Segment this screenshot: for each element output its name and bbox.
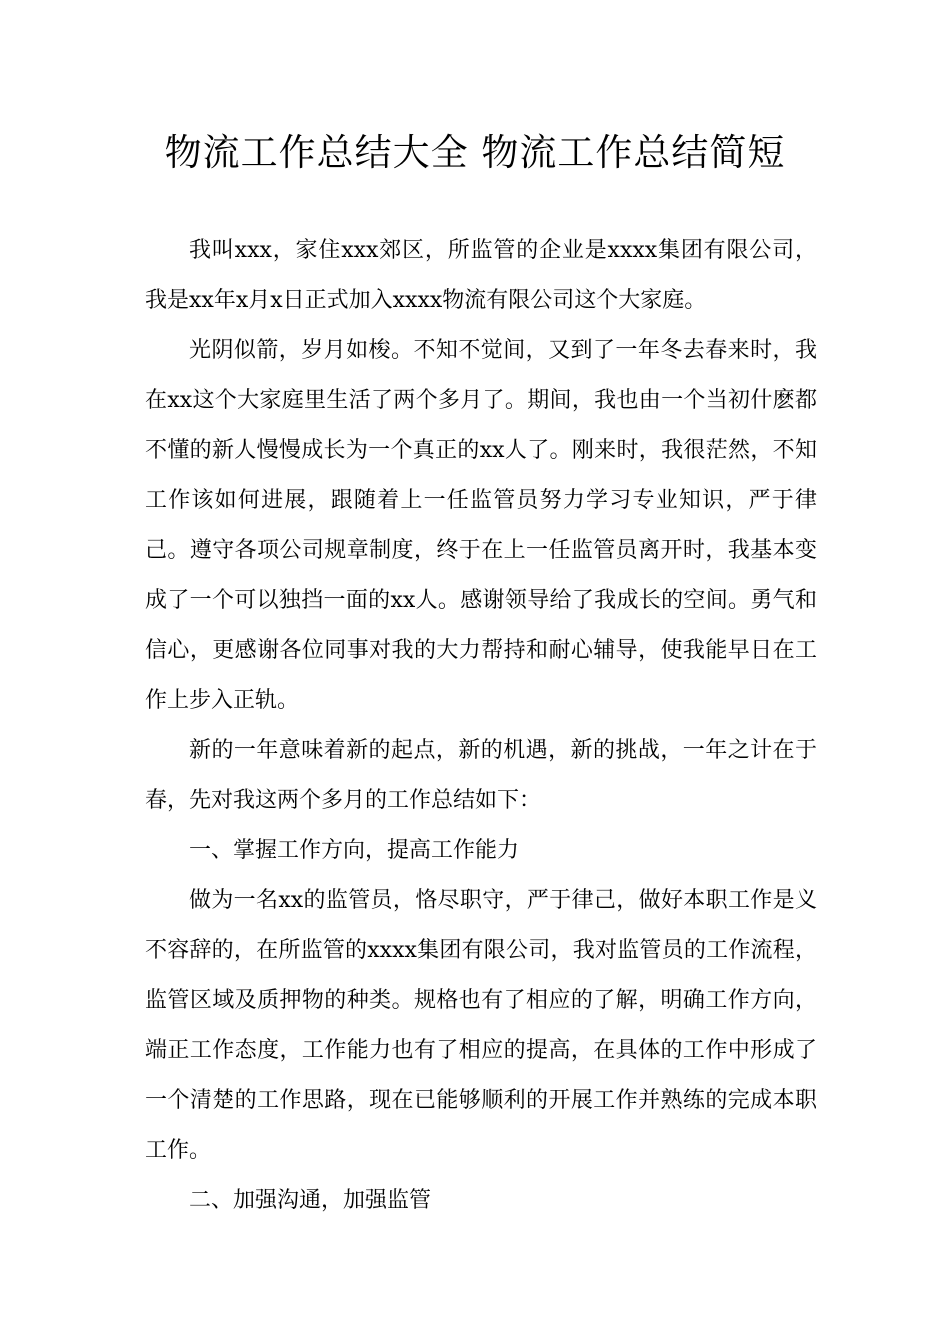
- paragraph-intro: 我叫xxx，家住xxx郊区，所监管的企业是xxxx集团有限公司，我是xx年x月x日正式加入xxxx物流有限公司这个大家庭。: [145, 238, 817, 313]
- document-body: [145, 226, 817, 1226]
- paragraph-section-1: 做为一名xx的监管员，恪尽职守，严于律己，做好本职工作是义不容辞的，在所监管的xxxx集团有限公司，我对监管员的工作流程，监管区域及质押物的种类。规格也有了相应的了解，明确工作方向，端正工作态度，工作能力也有了相应的提高，在具体的工作中形成了一个清楚的工作思路，现在已能够顺利的开展工作并熟练的完成本职工作。: [145, 888, 817, 1163]
- paragraph-experience: 光阴似箭，岁月如梭。不知不觉间，又到了一年冬去春来时，我在xx这个大家庭里生活了两个多月了。期间，我也由一个当初什麽都不懂的新人慢慢成长为一个真正的xx人了。刚来时，我很茫然，不知工作该如何进展，跟随着上一任监管员努力学习专业知识，严于律己。遵守各项公司规章制度，终于在上一任监管员离开时，我基本变成了一个可以独挡一面的xx人。感谢领导给了我成长的空间。勇气和信心，更感谢各位同事对我的大力帮持和耐心辅导，使我能早日在工作上步入正轨。: [145, 338, 817, 713]
- section-heading-2: 二、加强沟通，加强监管: [189, 1188, 432, 1213]
- document-title: 物流工作总结大全 物流工作总结简短: [164, 131, 786, 174]
- paragraph-new-year: 新的一年意味着新的起点，新的机遇，新的挑战，一年之计在于春，先对我这两个多月的工作总结如下：: [145, 738, 817, 813]
- section-heading-1: 一、掌握工作方向，提高工作能力: [189, 838, 520, 863]
